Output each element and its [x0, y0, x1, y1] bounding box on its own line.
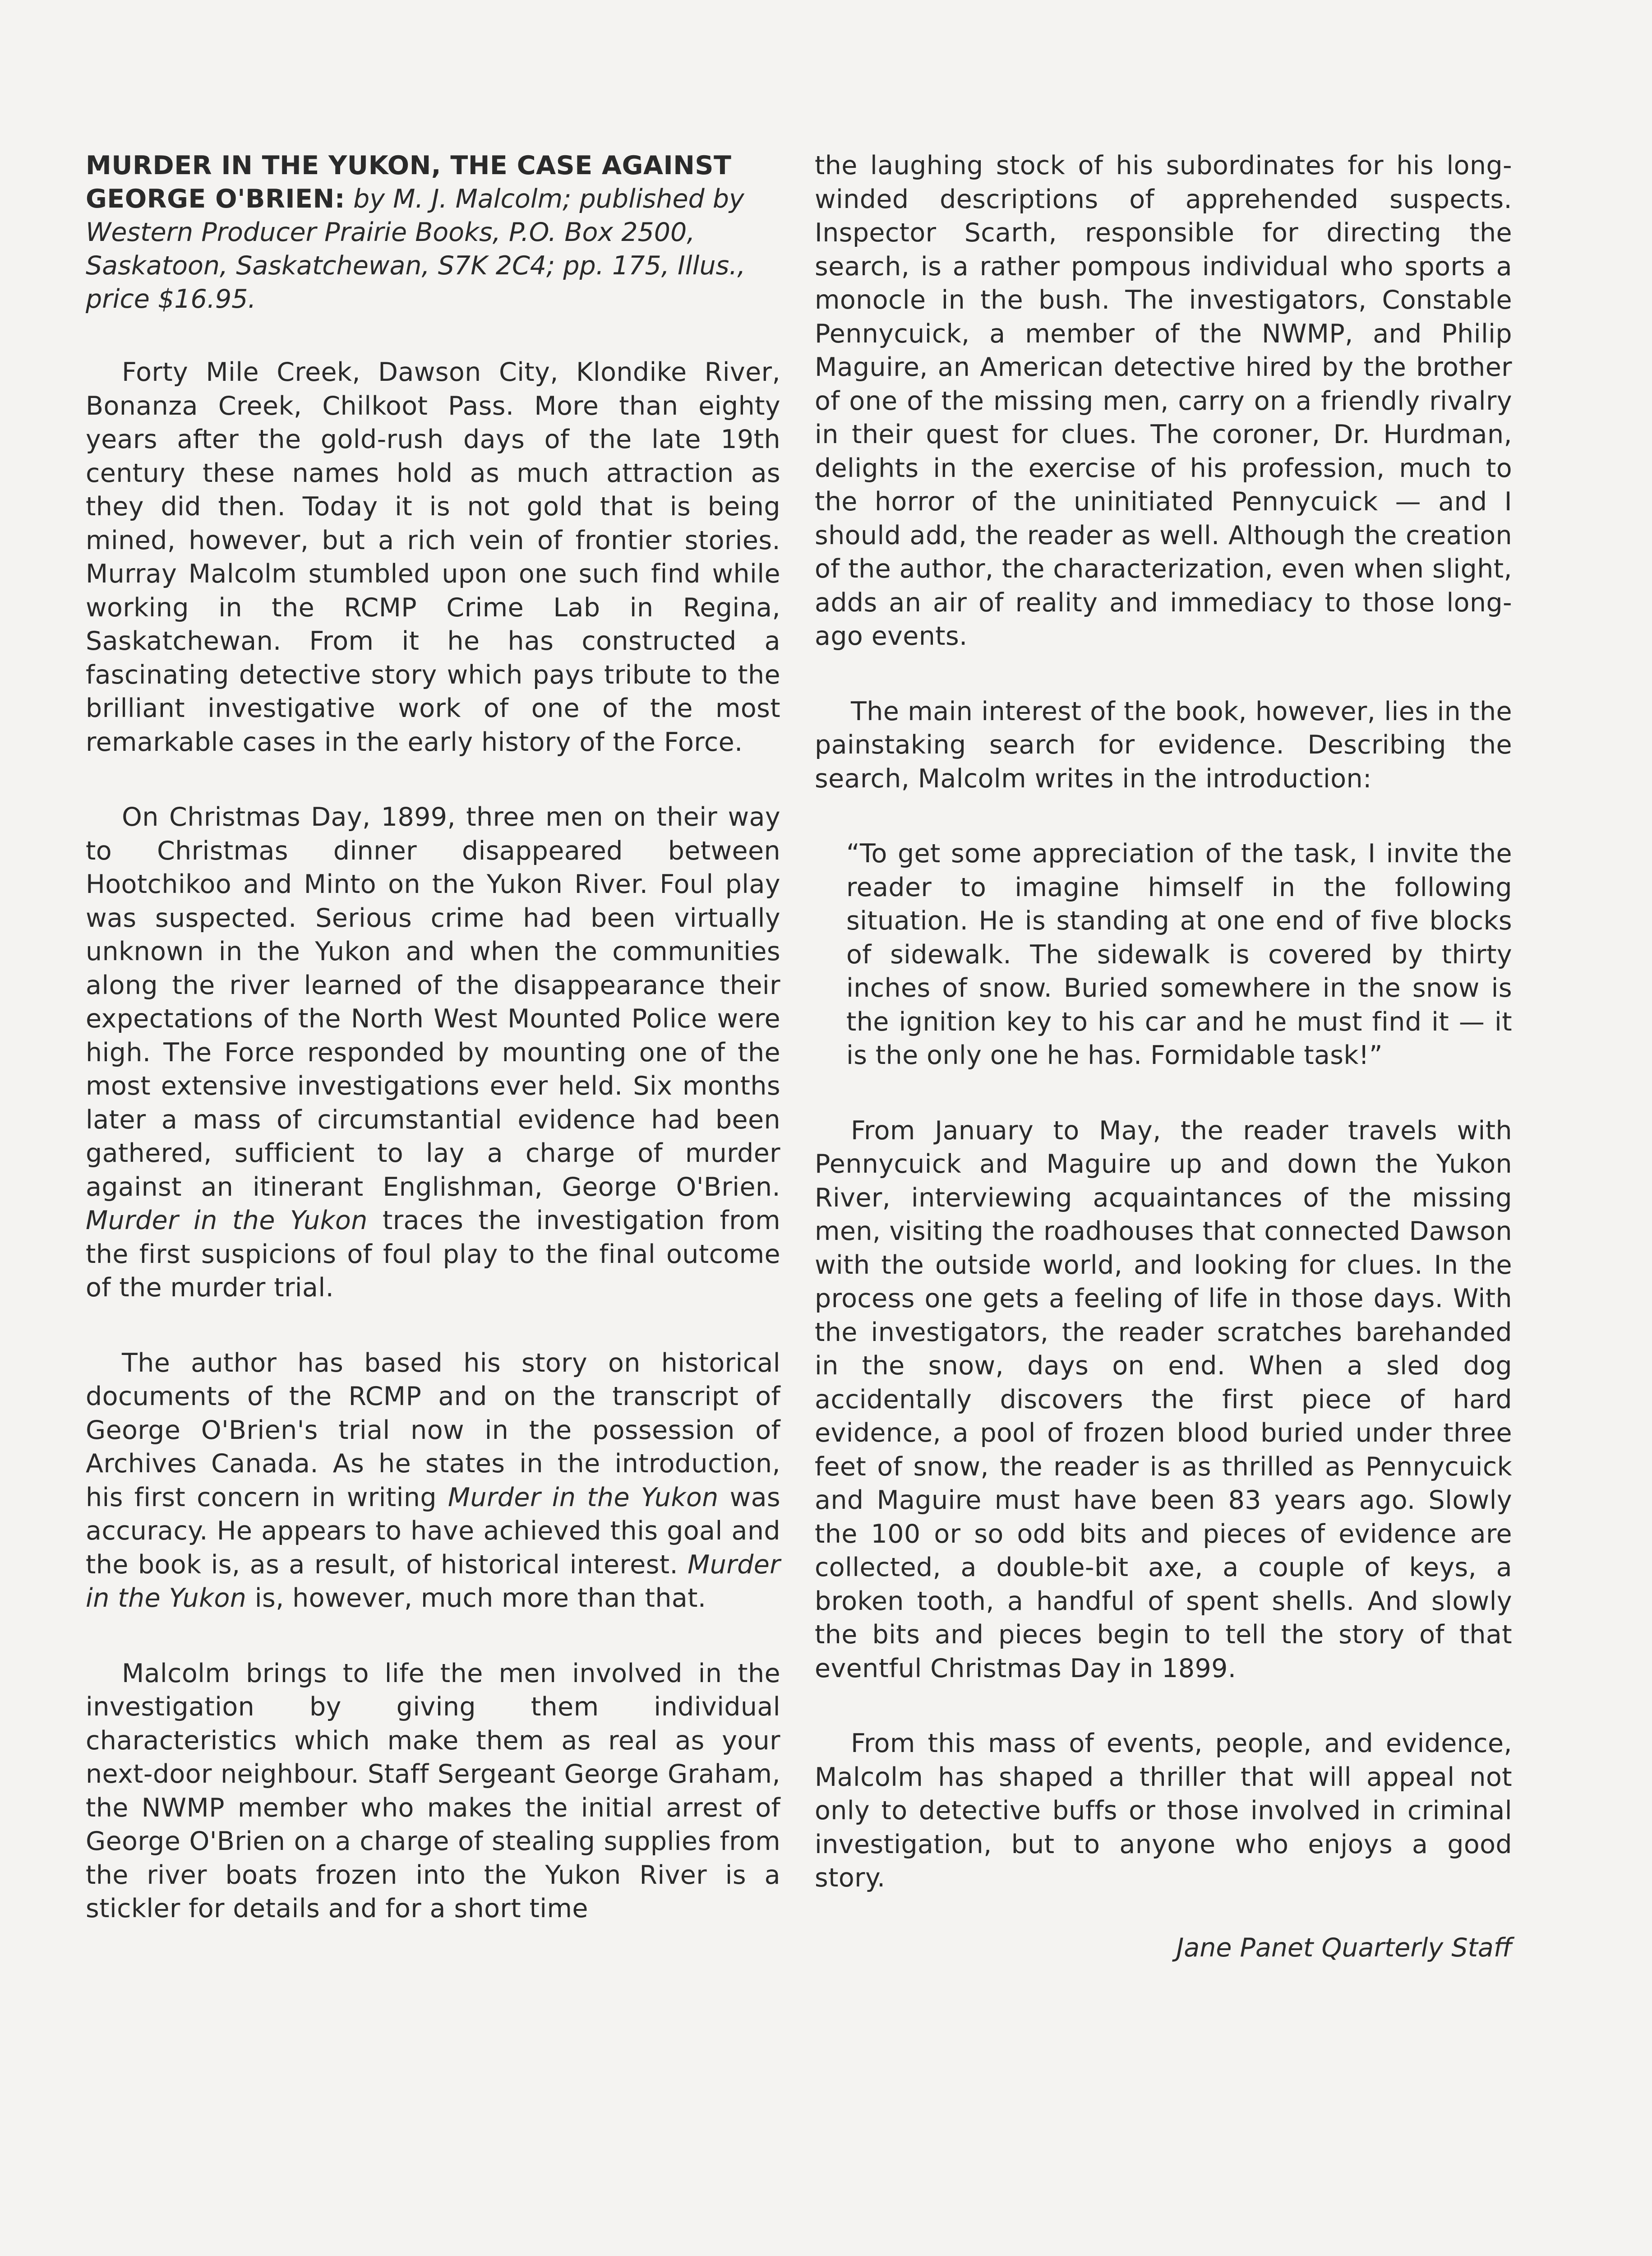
block-quote: “To get some appreciation of the task, I invite the reader to imagine himself in the following situation. He is standing at one end of five blocks of sidewalk. The sidewalk is covered by thirty inches of snow. Buried somewhere in the snow is the ignition key to his car and he must find it — it is the only one he has. Formidable task!” — [846, 839, 1512, 1070]
left-column — [86, 149, 780, 1967]
paragraph-2-text-a: On Christmas Day, 1899, three men on their way to Christmas dinner disappeared between Hootchikoo and Minto on the Yukon River. Foul play was suspected. Serious crime had been virtually unknown in the Yukon and when the communities along the river learned of the disappearance their expectations of the North West Mounted Police were high. The Force responded by mounting one of the most extensive investigations ever held. Six months later a mass of circumstantial evidence had been gathered, sufficient to lay a charge of murder against an itinerant Englishman, George O'Brien. — [86, 802, 780, 1202]
paragraph-8: From this mass of events, people, and evidence, Malcolm has shaped a thriller that will appeal not only to detective buffs or those involved in criminal investigation, but to anyone who enjoys a good story. — [815, 1729, 1512, 1893]
paragraph-3-text-b: was accuracy. He appears to have achieved this goal and the book is, as a result, of historical interest. — [86, 1482, 781, 1580]
paragraph-2 — [86, 800, 780, 1305]
paragraph-3-text-a: The author has based his story on historical documents of the RCMP and on the transcript of George O'Brien's trial now in the possession of Archives Canada. As he states in the introduction, his first concern in writing — [86, 1348, 780, 1512]
paragraph-5: the laughing stock of his subordinates for his long-winded descriptions of apprehended suspects. Inspector Scarth, responsible for directing the search, is a rather pompous individual who sports a monocle in the bush. The investigators, Constable Pennycuick, a member of the NWMP, and Philip Maguire, an American detective hired by the brother of one of the missing men, carry on a friendly rivalry in their quest for clues. The coroner, Dr. Hurdman, delights in the exercise of his profession, much to the horror of the uninitiated Pennycuick — and I should add, the reader as well. Although the creation of the author, the characterization, even when slight, adds an air of reality and immediacy to those long-ago events. — [815, 151, 1512, 651]
paragraph-7: From January to May, the reader travels with Pennycuick and Maguire up and down the Yukon River, interviewing acquaintances of the missing men, visiting the roadhouses that connected Dawson with the outside world, and looking for clues. In the process one gets a feeling of life in those days. With the investigators, the reader scratches barehanded in the snow, days on end. When a sled dog accidentally discovers the first piece of hard evidence, a pool of frozen blood buried under three feet of snow, the reader is as thrilled as Pennycuick and Maguire must have been 83 years ago. Slowly the 100 or so odd bits and pieces of evidence are collected, a double-bit axe, a couple of keys, a broken tooth, a handful of spent shells. And slowly the bits and pieces begin to tell the story of that eventful Christmas Day in 1899. — [815, 1115, 1512, 1683]
book-title-italic: Murder in the Yukon — [448, 1482, 719, 1512]
paragraph-3 — [86, 1346, 780, 1615]
review-title: MURDER IN THE YUKON, THE CASE AGAINST GEORGE O'BRIEN: — [86, 151, 732, 214]
right-column — [815, 149, 1512, 1965]
book-title-italic: Murder in the Yukon — [86, 1206, 368, 1235]
paragraph-2-text-b: traces the investigation from the first suspicions of foul play to the final outcome of the murder trial. — [86, 1206, 780, 1303]
paragraph-4: Malcolm brings to life the men involved in the investigation by giving them individual characteristics which make them as real as your next-door neighbour. Staff Sergeant George Graham, the NWMP member who makes the initial arrest of George O'Brien on a charge of stealing supplies from the river boats frozen into the Yukon River is a stickler for details and for a short time — [86, 1658, 780, 1923]
review-bibliographic-info: by M. J. Malcolm; published by Western Producer Prairie Books, P.O. Box 2500, Saskatoon, Saskatchewan, S7K 2C4; pp. 175, Illus., price $16.95. — [86, 184, 746, 314]
author-signature: Jane Panet Quarterly Staff — [1176, 1932, 1512, 1963]
paragraph-6: The main interest of the book, however, lies in the painstaking search for evidence. Describing the search, Malcolm writes in the introduction: — [815, 696, 1512, 794]
review-header — [86, 149, 780, 316]
paragraph-1: Forty Mile Creek, Dawson City, Klondike River, Bonanza Creek, Chilkoot Pass. More than eighty years after the gold-rush days of the late 19th century these names hold as much attraction as they did then. Today it is not gold that is being mined, however, but a rich vein of frontier stories. Murray Malcolm stumbled upon one such find while working in the RCMP Crime Lab in Regina, Saskatchewan. From it he has constructed a fascinating detective story which pays tribute to the brilliant investigative work of one of the most remarkable cases in the early history of the Force. — [86, 357, 780, 757]
paragraph-3-text-c: is, however, much more than that. — [246, 1583, 706, 1613]
book-title-italic: Murder in the Yukon — [86, 1549, 780, 1613]
